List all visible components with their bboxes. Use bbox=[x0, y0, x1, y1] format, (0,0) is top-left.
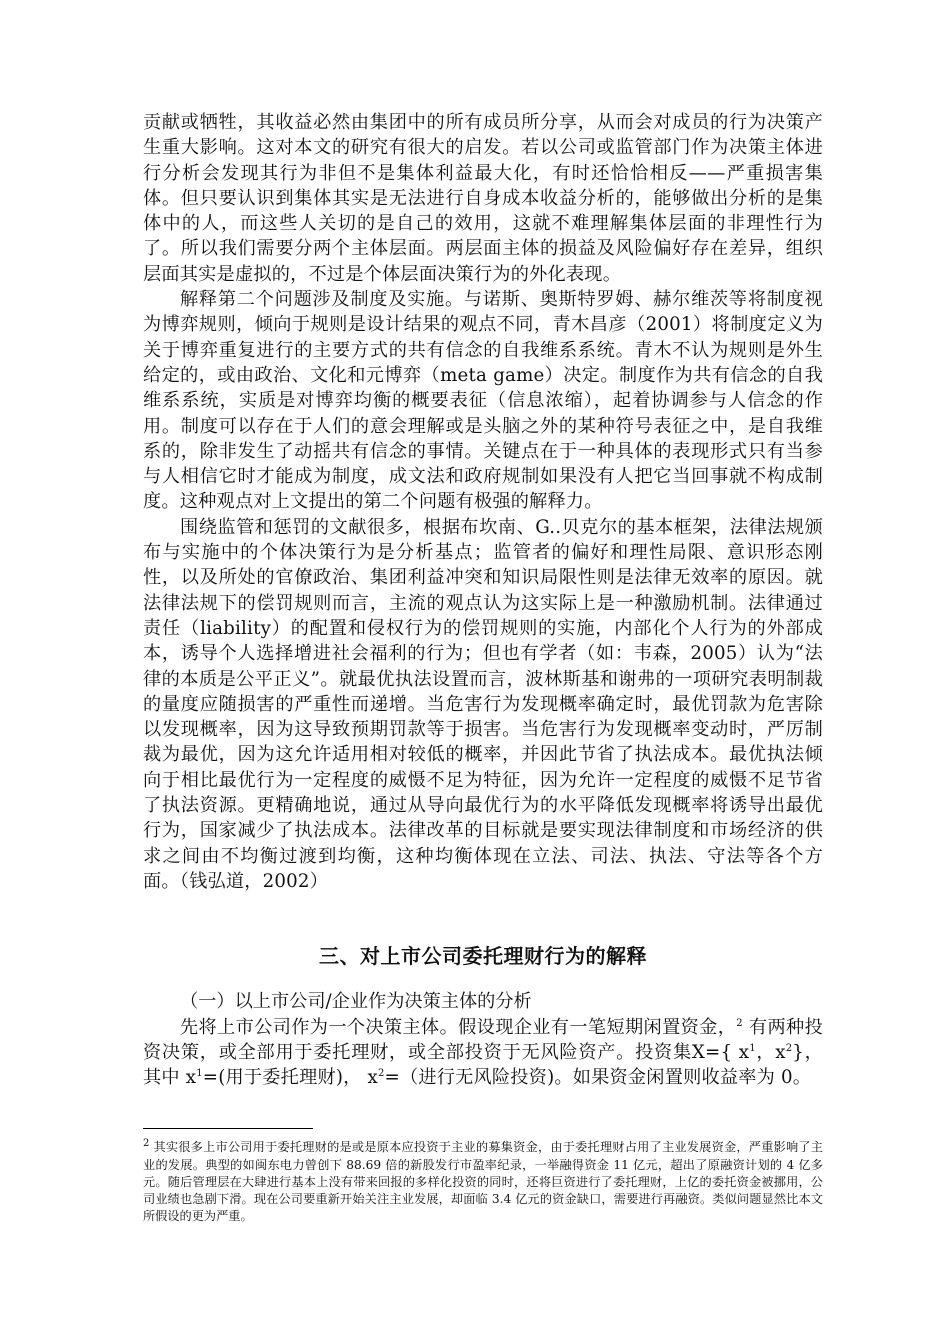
superscript: 2 bbox=[785, 1042, 793, 1054]
footnote-text: 其实很多上市公司用于委托理财的是或是原本应投资于主业的募集资金，由于委托理财占用了主业发展资金，严重影响了主业的发展。典型的如闽东电力曾创下 88.69 倍的新股发行市盈率纪录，一举融得资金 11 亿元，超出了原融资计划的 4 亿多元。随后管理层在大肆进行基本上没有带来回报的多样化投资的同时，还将巨资进行了委托理财，上亿的委托资金被挪用，公司业绩也急剧下滑。现在公司要重新开始关注主业发展，却面临 3.4 亿元的资金缺口，需要进行再融资。类似问题显然比本文所假设的更为严重。 bbox=[143, 1140, 823, 1224]
footnote-separator bbox=[143, 1128, 313, 1129]
text-run: }，其中 x bbox=[143, 1041, 823, 1089]
footnote-ref[interactable]: 2 bbox=[736, 1017, 743, 1029]
paragraph-decision-model bbox=[143, 1015, 823, 1091]
paragraph-institution: 解释第二个问题涉及制度及实施。与诺斯、奥斯特罗姆、赫尔维茨等将制度视为博弈规则，倾向于规则是设计结果的观点不同，青木昌彦（2001）将制度定义为关于博弈重复进行的主要方式的共有信念的自我维系系统。青木不认为规则是外生给定的，或由政治、文化和元博弈（meta game）决定。制度作为共有信念的自我维系系统，实质是对博弈均衡的概要表征（信息浓缩），起着协调参与人信念的作用。制度可以存在于人们的意会理解或是头脑之外的某种符号表征之中，是自我维系的，除非发生了动摇共有信念的事情。关键点在于一种具体的表现形式只有当参与人相信它时才能成为制度，成文法和政府规制如果没有人把它当回事就不构成制度。这种观点对上文提出的第二个问题有极强的解释力。 bbox=[143, 289, 823, 513]
superscript: 2 bbox=[377, 1068, 385, 1080]
superscript: 1 bbox=[749, 1042, 756, 1054]
text-run: 有两种投资决策，或全部用于委托理财，或全部投资于无风险资产。投资集X={ x bbox=[143, 1016, 823, 1063]
subsection-title: （一）以上市公司/企业作为决策主体的分析 bbox=[180, 991, 532, 1013]
paragraph-regulation: 围绕监管和惩罚的文献很多，根据布坎南、G..贝克尔的基本框架，法律法规颁布与实施中的个体决策行为是分析基点；监管者的偏好和理性局限、意识形态刚性，以及所处的官僚政治、集团利益冲突和知识局限性则是法律无效率的原因。就法律法规下的偿罚规则而言，主流的观点认为这实际上是一种激励机制。法律通过责任（liability）的配置和侵权行为的偿罚规则的实施，内部化个人行为的外部成本，诱导个人选择增进社会福利的行为；但也有学者（如：韦森，2005）认为“法律的本质是公平正义”。就最优执法设置而言，波林斯基和谢弗的一项研究表明制裁的量度应随损害的严重性而递增。当危害行为发现概率确定时，最优罚款为危害除以发现概率，因为这导致预期罚款等于损害。当危害行为发现概率变动时，严厉制裁为最优，因为这允许适用相对较低的概率，并因此节省了执法成本。最优执法倾向于相比最优行为一定程度的威慑不足为特征，因为允许一定程度的威慑不足节省了执法资源。更精确地说，通过从导向最优行为的水平降低发现概率将诱导出最优行为，国家减少了执法成本。法律改革的目标就是要实现法律制度和市场经济的供求之间由不均衡过渡到均衡，这种均衡体现在立法、司法、执法、守法等各个方面。（钱弘道，2002） bbox=[143, 516, 823, 892]
paragraph-group-decision: 贡献或牺牲，其收益必然由集团中的所有成员所分享，从而会对成员的行为决策产生重大影响。这对本文的研究有很大的启发。若以公司或监管部门作为决策主体进行分析会发现其行为非但不是集体利益最大化，有时还恰恰相反——严重损害集体。但只要认识到集体其实是无法进行自身成本收益分析的，能够做出分析的是集体中的人，而这些人关切的是自己的效用，这就不难理解集体层面的非理性行为了。所以我们需要分两个主体层面。两层面主体的损益及风险偏好存在差异，组织层面其实是虚拟的，不过是个体层面决策行为的外化表现。 bbox=[143, 112, 823, 285]
text-run: 先将上市公司作为一个决策主体。假设现企业有一笔短期闲置资金， bbox=[180, 1016, 737, 1038]
text-run: =(用于委托理财)， x bbox=[202, 1067, 378, 1089]
page-content bbox=[143, 110, 823, 1225]
section-title: 三、对上市公司委托理财行为的解释 bbox=[319, 944, 647, 969]
superscript: 1 bbox=[196, 1068, 203, 1080]
footnote-mark: 2 bbox=[143, 1138, 150, 1150]
footnote bbox=[143, 1139, 823, 1225]
text-run: ，x bbox=[755, 1041, 786, 1063]
text-run: =（进行无风险投资)。如果资金闲置则收益率为 0。 bbox=[384, 1067, 812, 1089]
